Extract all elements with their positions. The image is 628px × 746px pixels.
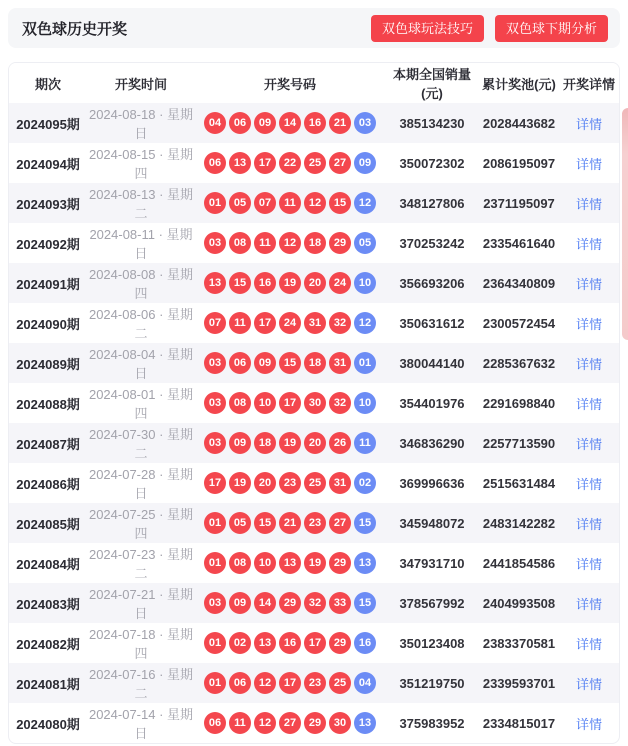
- red-ball: 18: [254, 432, 276, 454]
- red-ball: 32: [329, 392, 351, 414]
- red-ball: 08: [229, 552, 251, 574]
- red-ball: 07: [204, 312, 226, 334]
- detail-cell: [559, 194, 619, 213]
- pool-cell: 2285367632: [482, 355, 556, 371]
- pool-cell: 2086195097: [482, 155, 556, 171]
- page-header: [8, 8, 620, 48]
- period-cell: 2024080期: [16, 716, 80, 732]
- red-ball: 10: [254, 392, 276, 414]
- blue-ball: 13: [354, 712, 376, 734]
- period-cell: 2024089期: [16, 356, 80, 372]
- red-ball: 20: [254, 472, 276, 494]
- period-cell: 2024083期: [16, 596, 80, 612]
- red-ball: 25: [304, 472, 326, 494]
- table-row: [9, 303, 619, 343]
- detail-cell: [559, 634, 619, 653]
- period-cell: 2024084期: [16, 556, 80, 572]
- sales-cell: 370253242: [399, 235, 465, 251]
- pool-cell: 2483142282: [482, 515, 556, 531]
- draw-date-cell: 2024-08-13 · 星期二: [88, 187, 194, 221]
- red-ball: 23: [304, 512, 326, 534]
- red-ball: 27: [279, 712, 301, 734]
- detail-link[interactable]: 详情: [575, 396, 602, 412]
- period-cell: 2024087期: [16, 436, 80, 452]
- red-ball: 01: [204, 552, 226, 574]
- red-ball: 08: [229, 392, 251, 414]
- detail-cell: [559, 554, 619, 573]
- blue-ball: 15: [354, 512, 376, 534]
- draw-numbers-cell: [195, 232, 385, 254]
- detail-cell: [559, 674, 619, 693]
- table-row: [9, 663, 619, 703]
- draw-numbers-cell: [195, 152, 385, 174]
- red-ball: 32: [304, 592, 326, 614]
- detail-link[interactable]: 详情: [575, 196, 602, 212]
- detail-cell: [559, 434, 619, 453]
- column-header-pool: 累计奖池(元): [482, 76, 556, 92]
- detail-link[interactable]: 详情: [575, 236, 602, 252]
- column-header-period: 期次: [34, 76, 61, 92]
- sales-cell: 369996636: [399, 475, 465, 491]
- draw-numbers-cell: [195, 712, 385, 734]
- blue-ball: 15: [354, 592, 376, 614]
- draw-numbers-cell: [195, 472, 385, 494]
- sales-cell: 347931710: [399, 555, 465, 571]
- red-ball: 17: [279, 392, 301, 414]
- detail-link[interactable]: 详情: [575, 596, 602, 612]
- sales-cell: 356693206: [399, 275, 465, 291]
- period-cell: 2024081期: [16, 676, 80, 692]
- red-ball: 17: [254, 312, 276, 334]
- blue-ball: 03: [354, 112, 376, 134]
- red-ball: 20: [304, 272, 326, 294]
- red-ball: 21: [329, 112, 351, 134]
- red-ball: 23: [304, 672, 326, 694]
- table-body: [9, 103, 619, 743]
- blue-ball: 10: [354, 272, 376, 294]
- detail-link[interactable]: 详情: [575, 556, 602, 572]
- sales-cell: 345948072: [399, 515, 465, 531]
- red-ball: 09: [254, 352, 276, 374]
- red-ball: 11: [279, 192, 301, 214]
- draw-numbers-cell: [195, 552, 385, 574]
- red-ball: 05: [229, 192, 251, 214]
- draw-date-cell: 2024-08-08 · 星期四: [88, 267, 194, 301]
- table-row: [9, 583, 619, 623]
- red-ball: 19: [279, 272, 301, 294]
- sales-cell: 346836290: [399, 435, 465, 451]
- red-ball: 24: [329, 272, 351, 294]
- column-header-sales: 本期全国销量(元): [392, 67, 471, 101]
- red-ball: 03: [204, 232, 226, 254]
- red-ball: 15: [329, 192, 351, 214]
- period-cell: 2024082期: [16, 636, 80, 652]
- red-ball: 18: [304, 352, 326, 374]
- draw-numbers-cell: [195, 512, 385, 534]
- table-row: [9, 263, 619, 303]
- blue-ball: 01: [354, 352, 376, 374]
- red-ball: 08: [229, 232, 251, 254]
- red-ball: 30: [329, 712, 351, 734]
- period-cell: 2024090期: [16, 316, 80, 332]
- detail-cell: [559, 274, 619, 293]
- sales-cell: 350631612: [399, 315, 465, 331]
- red-ball: 13: [279, 552, 301, 574]
- period-cell: 2024093期: [16, 196, 80, 212]
- red-ball: 07: [254, 192, 276, 214]
- detail-cell: [559, 354, 619, 373]
- red-ball: 10: [254, 552, 276, 574]
- red-ball: 13: [204, 272, 226, 294]
- red-ball: 01: [204, 512, 226, 534]
- red-ball: 11: [229, 712, 251, 734]
- table-row: [9, 143, 619, 183]
- red-ball: 02: [229, 632, 251, 654]
- period-cell: 2024095期: [16, 116, 80, 132]
- blue-ball: 02: [354, 472, 376, 494]
- pool-cell: 2364340809: [482, 275, 556, 291]
- red-ball: 29: [329, 632, 351, 654]
- detail-link[interactable]: 详情: [575, 116, 602, 132]
- red-ball: 16: [279, 632, 301, 654]
- sales-cell: 385134230: [399, 115, 465, 131]
- red-ball: 09: [229, 592, 251, 614]
- red-ball: 31: [329, 472, 351, 494]
- blue-ball: 16: [354, 632, 376, 654]
- red-ball: 09: [229, 432, 251, 454]
- red-ball: 19: [229, 472, 251, 494]
- red-ball: 06: [204, 712, 226, 734]
- red-ball: 20: [304, 432, 326, 454]
- table-row: [9, 623, 619, 663]
- draw-numbers-cell: [195, 632, 385, 654]
- detail-link[interactable]: 详情: [575, 636, 602, 652]
- detail-link[interactable]: 详情: [575, 436, 602, 452]
- red-ball: 12: [279, 232, 301, 254]
- draw-date-cell: 2024-08-04 · 星期日: [88, 347, 194, 381]
- sales-cell: 354401976: [399, 395, 465, 411]
- sales-cell: 350123408: [399, 635, 465, 651]
- detail-link[interactable]: 详情: [575, 156, 602, 172]
- draw-date-cell: 2024-07-25 · 星期四: [88, 507, 194, 541]
- table-row: [9, 503, 619, 543]
- sales-cell: 380044140: [399, 355, 465, 371]
- period-cell: 2024086期: [16, 476, 80, 492]
- next-draw-analysis-button[interactable]: 双色球下期分析: [495, 15, 608, 42]
- red-ball: 30: [304, 392, 326, 414]
- blue-ball: 11: [354, 432, 376, 454]
- table-row: [9, 543, 619, 583]
- blue-ball: 12: [354, 312, 376, 334]
- red-ball: 22: [279, 152, 301, 174]
- table-row: [9, 383, 619, 423]
- page-title: 双色球历史开奖: [22, 20, 128, 38]
- red-ball: 06: [229, 352, 251, 374]
- detail-link[interactable]: 详情: [575, 316, 602, 332]
- red-ball: 06: [204, 152, 226, 174]
- red-ball: 12: [304, 192, 326, 214]
- detail-cell: [559, 234, 619, 253]
- pool-cell: 2404993508: [482, 595, 556, 611]
- red-ball: 15: [279, 352, 301, 374]
- pool-cell: 2339593701: [482, 675, 556, 691]
- red-ball: 25: [304, 152, 326, 174]
- red-ball: 14: [279, 112, 301, 134]
- detail-cell: [559, 514, 619, 533]
- draw-date-cell: 2024-07-14 · 星期日: [88, 707, 194, 741]
- red-ball: 18: [304, 232, 326, 254]
- red-ball: 13: [229, 152, 251, 174]
- draw-date-cell: 2024-07-16 · 星期二: [88, 667, 194, 701]
- sales-cell: 351219750: [399, 675, 465, 691]
- draw-date-cell: 2024-08-11 · 星期日: [89, 227, 193, 261]
- detail-cell: [559, 114, 619, 133]
- floating-widget-edge[interactable]: [622, 108, 628, 340]
- pool-cell: 2515631484: [482, 475, 556, 491]
- pool-cell: 2441854586: [482, 555, 556, 571]
- red-ball: 04: [204, 112, 226, 134]
- red-ball: 16: [254, 272, 276, 294]
- table-row: [9, 423, 619, 463]
- play-tips-button[interactable]: 双色球玩法技巧: [371, 15, 484, 42]
- period-cell: 2024088期: [16, 396, 80, 412]
- red-ball: 21: [279, 512, 301, 534]
- blue-ball: 05: [354, 232, 376, 254]
- detail-link[interactable]: 详情: [575, 516, 602, 532]
- draw-date-cell: 2024-07-30 · 星期二: [88, 427, 194, 461]
- red-ball: 09: [254, 112, 276, 134]
- pool-cell: 2300572454: [482, 315, 556, 331]
- red-ball: 13: [254, 632, 276, 654]
- draw-numbers-cell: [195, 432, 385, 454]
- blue-ball: 10: [354, 392, 376, 414]
- red-ball: 29: [329, 552, 351, 574]
- draw-date-cell: 2024-07-28 · 星期日: [88, 467, 194, 501]
- red-ball: 06: [229, 112, 251, 134]
- red-ball: 17: [204, 472, 226, 494]
- red-ball: 25: [329, 672, 351, 694]
- pool-cell: 2257713590: [482, 435, 556, 451]
- red-ball: 32: [329, 312, 351, 334]
- detail-link[interactable]: 详情: [575, 276, 602, 292]
- red-ball: 11: [229, 312, 251, 334]
- red-ball: 12: [254, 712, 276, 734]
- column-header-details: 开奖详情: [562, 76, 615, 92]
- sales-cell: 375983952: [399, 715, 465, 731]
- table-row: [9, 463, 619, 503]
- red-ball: 01: [204, 632, 226, 654]
- red-ball: 14: [254, 592, 276, 614]
- red-ball: 15: [254, 512, 276, 534]
- table-header-row: [9, 63, 619, 103]
- sales-cell: 350072302: [399, 155, 465, 171]
- red-ball: 29: [279, 592, 301, 614]
- red-ball: 05: [229, 512, 251, 534]
- red-ball: 19: [304, 552, 326, 574]
- pool-cell: 2028443682: [482, 115, 556, 131]
- detail-cell: [559, 474, 619, 493]
- detail-cell: [559, 714, 619, 733]
- column-header-numbers: 开奖号码: [263, 76, 316, 92]
- draw-numbers-cell: [195, 312, 385, 334]
- history-results-table: [8, 62, 620, 744]
- red-ball: 01: [204, 672, 226, 694]
- red-ball: 31: [304, 312, 326, 334]
- red-ball: 03: [204, 592, 226, 614]
- red-ball: 17: [254, 152, 276, 174]
- draw-numbers-cell: [195, 112, 385, 134]
- red-ball: 23: [279, 472, 301, 494]
- table-row: [9, 103, 619, 143]
- red-ball: 17: [304, 632, 326, 654]
- red-ball: 16: [304, 112, 326, 134]
- draw-date-cell: 2024-07-23 · 星期二: [88, 547, 194, 581]
- pool-cell: 2371195097: [483, 195, 555, 211]
- pool-cell: 2335461640: [482, 235, 556, 251]
- sales-cell: 348127806: [399, 195, 465, 211]
- red-ball: 03: [204, 352, 226, 374]
- red-ball: 11: [254, 232, 276, 254]
- detail-link[interactable]: 详情: [575, 356, 602, 372]
- detail-link[interactable]: 详情: [575, 676, 602, 692]
- sales-cell: 378567992: [399, 595, 465, 611]
- blue-ball: 12: [354, 192, 376, 214]
- period-cell: 2024094期: [16, 156, 80, 172]
- draw-date-cell: 2024-08-18 · 星期日: [88, 107, 194, 141]
- draw-numbers-cell: [195, 192, 385, 214]
- red-ball: 19: [279, 432, 301, 454]
- table-row: [9, 183, 619, 223]
- blue-ball: 13: [354, 552, 376, 574]
- red-ball: 26: [329, 432, 351, 454]
- red-ball: 31: [329, 352, 351, 374]
- draw-date-cell: 2024-08-01 · 星期四: [88, 387, 194, 421]
- red-ball: 15: [229, 272, 251, 294]
- period-cell: 2024085期: [16, 516, 80, 532]
- detail-cell: [559, 394, 619, 413]
- detail-link[interactable]: 详情: [575, 716, 602, 732]
- draw-numbers-cell: [195, 672, 385, 694]
- detail-cell: [559, 154, 619, 173]
- period-cell: 2024091期: [16, 276, 80, 292]
- red-ball: 03: [204, 432, 226, 454]
- pool-cell: 2291698840: [482, 395, 556, 411]
- pool-cell: 2334815017: [482, 715, 556, 731]
- draw-numbers-cell: [195, 272, 385, 294]
- period-cell: 2024092期: [16, 236, 80, 252]
- red-ball: 27: [329, 152, 351, 174]
- draw-numbers-cell: [195, 392, 385, 414]
- table-row: [9, 223, 619, 263]
- column-header-draw-time: 开奖时间: [114, 76, 167, 92]
- red-ball: 27: [329, 512, 351, 534]
- red-ball: 03: [204, 392, 226, 414]
- detail-cell: [559, 314, 619, 333]
- table-row: [9, 703, 619, 743]
- draw-date-cell: 2024-07-21 · 星期日: [88, 587, 194, 621]
- red-ball: 24: [279, 312, 301, 334]
- red-ball: 01: [204, 192, 226, 214]
- red-ball: 12: [254, 672, 276, 694]
- draw-numbers-cell: [195, 352, 385, 374]
- draw-date-cell: 2024-08-06 · 星期二: [88, 307, 194, 341]
- pool-cell: 2383370581: [482, 635, 556, 651]
- blue-ball: 04: [354, 672, 376, 694]
- blue-ball: 09: [354, 152, 376, 174]
- detail-link[interactable]: 详情: [575, 476, 602, 492]
- red-ball: 17: [279, 672, 301, 694]
- red-ball: 06: [229, 672, 251, 694]
- draw-date-cell: 2024-08-15 · 星期四: [88, 147, 194, 181]
- draw-date-cell: 2024-07-18 · 星期四: [88, 627, 194, 661]
- detail-cell: [559, 594, 619, 613]
- red-ball: 29: [304, 712, 326, 734]
- red-ball: 33: [329, 592, 351, 614]
- draw-numbers-cell: [195, 592, 385, 614]
- red-ball: 29: [329, 232, 351, 254]
- table-row: [9, 343, 619, 383]
